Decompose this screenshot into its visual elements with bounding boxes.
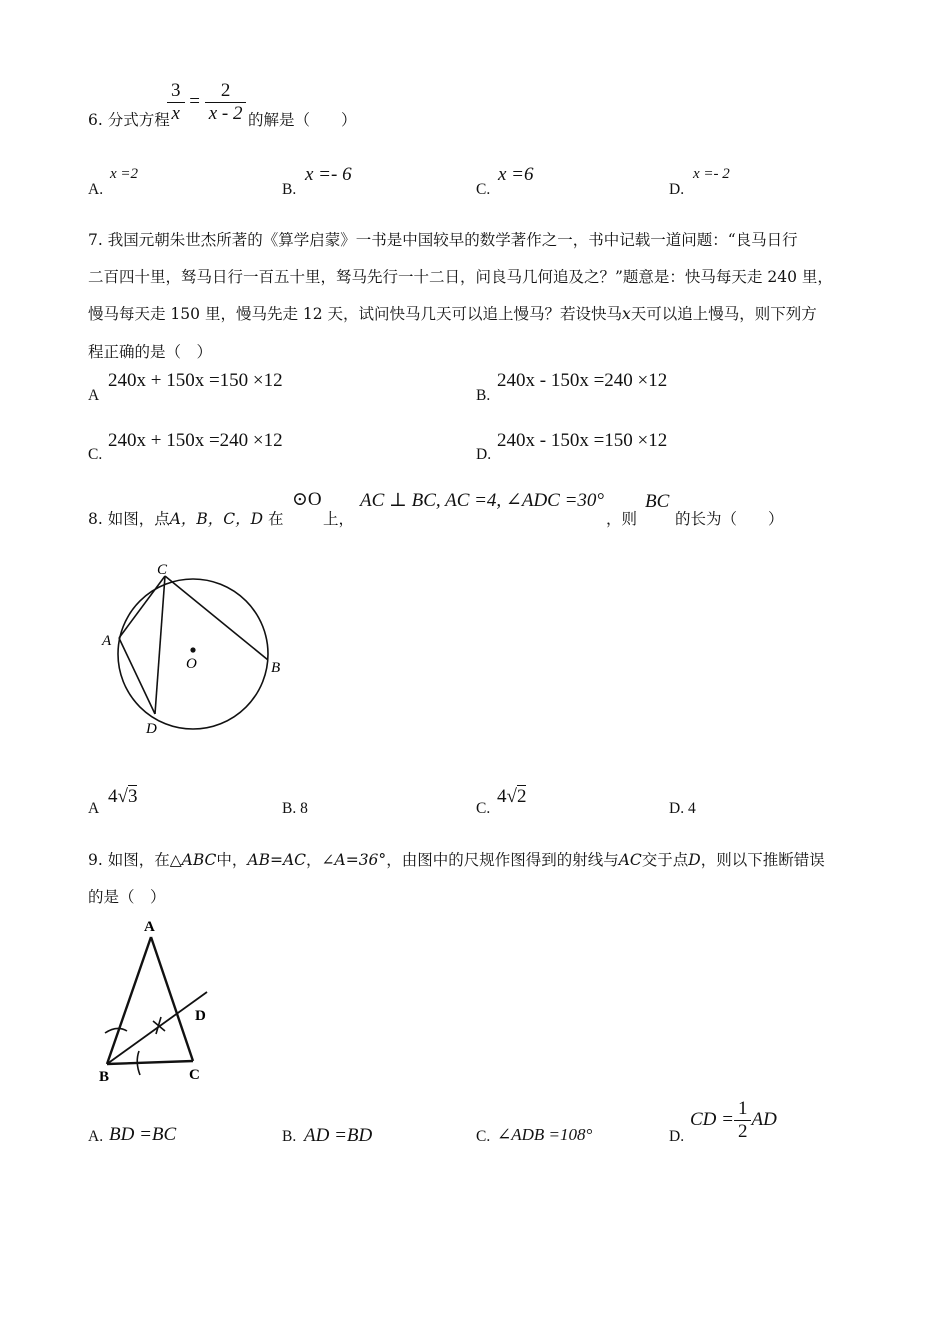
q6-option-c: x =6 [498, 164, 534, 185]
chord-ac [119, 576, 165, 638]
q7-line-2: 二百四十里，驽马日行一百五十里，驽马先行一十二日，问良马几何追及之？”题意是：快马每天走 240 里， [88, 268, 833, 286]
q6-option-a-letter: A. [88, 181, 104, 198]
q8-stem: 8. 如图，点A，B，C，D 在 [88, 510, 284, 528]
q9-option-a-letter: A. [88, 1128, 104, 1145]
q6-option-b: x =- 6 [305, 164, 352, 185]
label-d: D [195, 1008, 206, 1024]
label-b: B [271, 660, 281, 676]
q6-option-c-letter: C. [476, 181, 491, 198]
q7-option-d-letter: D. [476, 446, 492, 463]
q8-option-a: 4√3 [108, 786, 138, 807]
label-a: A [102, 633, 112, 649]
q7-line-3: 慢马每天走 150 里，慢马先走 12 天，试问快马几天可以追上慢马？若设快马x天可以追上慢马，则下列方 [88, 305, 817, 323]
q6-stem: 6. 分式方程 [88, 111, 170, 129]
q9-line-2: 的是（ ） [88, 888, 166, 906]
q7-option-d: 240x - 150x =150 ×12 [497, 430, 668, 451]
q9-option-b-letter: B. [282, 1128, 297, 1145]
q7-line-1: 7. 我国元朝朱世杰所著的《算学启蒙》一书是中国较早的数学著作之一，书中记载一道问题：“良马日行 [88, 231, 798, 249]
q8-option-b: B. 8 [282, 800, 308, 817]
q9-option-b: AD =BD [304, 1125, 373, 1146]
q9-option-d: CD = $\frac{1}{2}$ AD [690, 1098, 777, 1142]
q8-target: BC [645, 491, 670, 512]
q7-option-b: 240x - 150x =240 ×12 [497, 370, 668, 391]
q7-option-b-letter: B. [476, 387, 491, 404]
q8-condition: AC ⊥ BC, AC =4, ∠ADC =30° [360, 490, 605, 511]
q6-tail: 的解是（ ） [248, 111, 357, 129]
q8-option-c: 4√2 [497, 786, 527, 807]
q7-line-4: 程正确的是（ ） [88, 343, 213, 361]
q8-ze: ，则 [606, 510, 638, 528]
q8-tail: 的长为（ ） [675, 510, 784, 528]
q9-option-a: BD =BC [109, 1124, 177, 1145]
q8-shang: 上， [323, 510, 355, 528]
label-b: B [99, 1069, 110, 1085]
q8-option-c-letter: C. [476, 800, 491, 817]
q7-option-c-letter: C. [88, 446, 103, 463]
label-o: O [186, 656, 197, 672]
q9-option-c: ∠ADB =108° [497, 1125, 593, 1144]
q9-line-1: 9. 如图，在△ABC中，AB=AC，∠A=36°，由图中的尺规作图得到的射线与AC交于点D，则以下推断错误 [88, 851, 825, 869]
q6-option-d-letter: D. [669, 181, 685, 198]
q7-option-a: 240x + 150x =150 ×12 [108, 370, 283, 391]
q9-option-c-letter: C. [476, 1128, 491, 1145]
q8-figure [95, 558, 295, 743]
q9-figure [95, 915, 220, 1085]
circle-o [118, 579, 268, 729]
q6-option-a: x =2 [110, 166, 139, 182]
chord-ad [119, 638, 155, 714]
q6-option-d: x =- 2 [693, 166, 730, 182]
q9-option-d-letter: D. [669, 1128, 685, 1145]
label-a: A [144, 919, 155, 935]
side-ac [151, 937, 193, 1061]
chord-cd [155, 576, 165, 714]
q8-option-d: D. 4 [669, 800, 696, 817]
side-ab [107, 937, 151, 1064]
q8-circle-symbol: ⊙O [292, 489, 322, 510]
q6-equation: $\frac{3}{x}$ = $\frac{2}{x - 2}$ [167, 80, 246, 125]
q6-option-b-letter: B. [282, 181, 297, 198]
side-bc [107, 1061, 193, 1064]
q7-option-c: 240x + 150x =240 ×12 [108, 430, 283, 451]
chord-cb [165, 576, 268, 660]
arc-mark-ab [105, 1028, 127, 1033]
label-c: C [189, 1067, 200, 1083]
q7-option-a-letter: A [88, 387, 100, 404]
label-c: C [157, 562, 168, 578]
q8-option-a-letter: A [88, 800, 100, 817]
label-d: D [146, 721, 157, 737]
center-dot [190, 647, 195, 652]
